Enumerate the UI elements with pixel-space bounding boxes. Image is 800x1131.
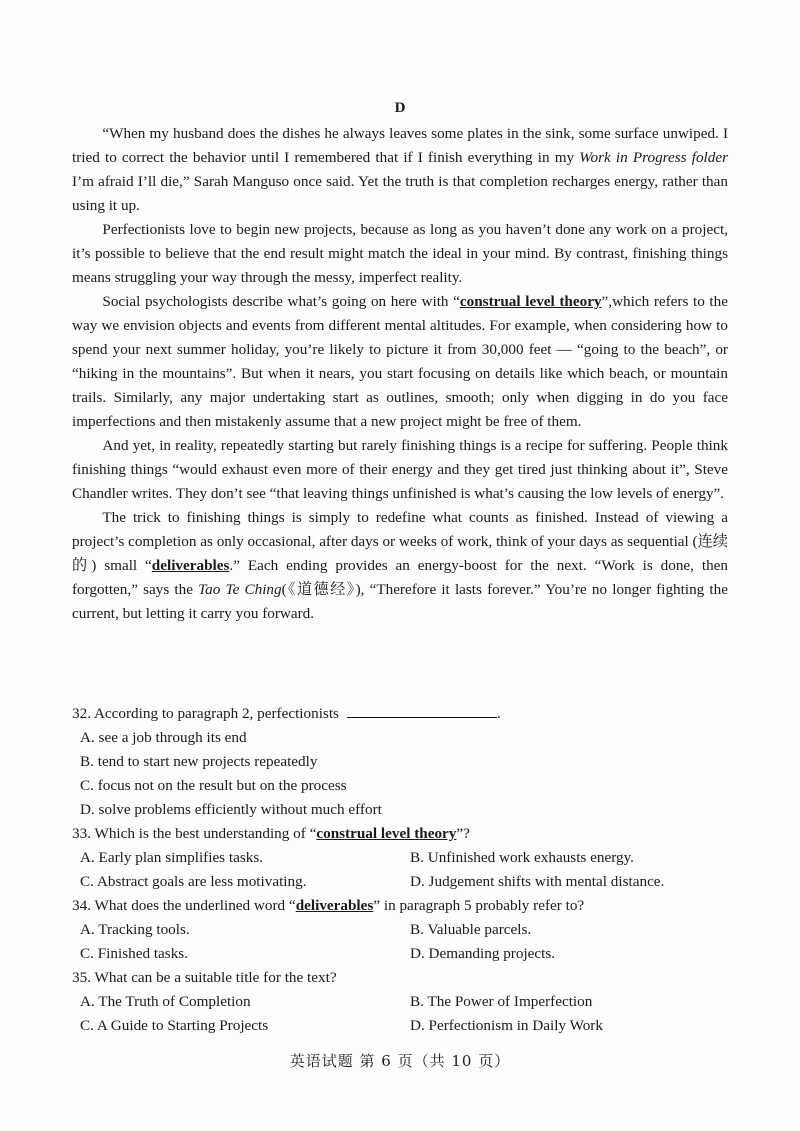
question-33: 33. Which is the best understanding of “construal level theory”? [72,825,470,842]
page-footer: 英语试题 第 6 页（共 10 页） [289,1052,511,1070]
option-33d: D. Judgement shifts with mental distance. [410,873,665,890]
question-list [72,702,728,1038]
paragraph-4: And yet, in reality, repeatedly starting but rarely finishing things is a recipe for suffering. People think finishing things “would exhaust even more of their energy and they get tired just thinking about it”, Steve Chandler writes. They don’t see “that leaving things unfinished is what’s causing the low levels of energy”. [72,437,728,502]
option-33b: B. Unfinished work exhausts energy. [410,849,634,866]
option-34b: B. Valuable parcels. [410,921,532,938]
option-35b: B. The Power of Imperfection [410,993,593,1010]
options-33-row-2 [72,870,728,894]
option-32b: B. tend to start new projects repeatedly [80,753,318,770]
question-35: 35. What can be a suitable title for the text? [72,969,337,986]
reading-passage [72,122,728,626]
options-35-row-2 [72,1014,728,1038]
paragraph-2: Perfectionists love to begin new projects, because as long as you haven’t done any work on a project, it’s possible to believe that the end result might match the ideal in your mind. By contrast, finishing things means struggling your way through the messy, imperfect reality. [72,221,728,286]
option-34a: A. Tracking tools. [80,921,190,938]
options-34-row-2 [72,942,728,966]
option-32a: A. see a job through its end [80,729,247,746]
option-33c: C. Abstract goals are less motivating. [80,873,307,890]
question-32: 32. According to paragraph 2, perfectionists . [72,705,501,722]
paragraph-3: Social psychologists describe what’s going on here with “construal level theory”,which refers to the way we envision objects and events from different mental altitudes. For example, when considering how to spend your next summer holiday, you’re likely to picture it from 30,000 feet — “going to the beach”, or “hiking in the mountains”. But when it nears, you start focusing on details like which beach, or mountain trails. Similarly, any major undertaking start as outlines, smooth; only when digging in do you face imperfections and then mistakenly assume that a new project might be free of them. [72,293,728,430]
section-heading: D [394,100,406,116]
option-32c: C. focus not on the result but on the process [80,777,347,794]
answer-blank [347,703,497,718]
question-34: 34. What does the underlined word “deliverables” in paragraph 5 probably refer to? [72,897,585,914]
option-34c: C. Finished tasks. [80,945,189,962]
paragraph-5: The trick to finishing things is simply to redefine what counts as finished. Instead of viewing a project’s completion as only occasional, after days or weeks of work, think of your days as sequential (连续的) small “deliverables.” Each ending provides an energy-boost for the next. “Work is done, then forgotten,” says the Tao Te Ching(《道德经》), “Therefore it lasts forever.” You’re no longer fighting the current, but letting it carry you forward. [72,509,728,622]
option-33a: A. Early plan simplifies tasks. [80,849,264,866]
options-33-row-1 [72,846,728,870]
options-34-row-1 [72,918,728,942]
underlined-word: deliverables [151,557,230,574]
option-34d: D. Demanding projects. [410,945,556,962]
options-35-row-1 [72,990,728,1014]
option-35a: A. The Truth of Completion [80,993,251,1010]
option-32d: D. solve problems efficiently without much effort [80,801,382,818]
option-35d: D. Perfectionism in Daily Work [410,1017,603,1034]
option-35c: C. A Guide to Starting Projects [80,1017,269,1034]
underlined-term: construal level theory [459,293,602,310]
paragraph-1: “When my husband does the dishes he always leaves some plates in the sink, some surface unwiped. I tried to correct the behavior until I remembered that if I finish everything in my Work in Progress folder I’m afraid I’ll die,” Sarah Manguso once said. Yet the truth is that completion recharges energy, rather than using it up. [72,125,728,214]
